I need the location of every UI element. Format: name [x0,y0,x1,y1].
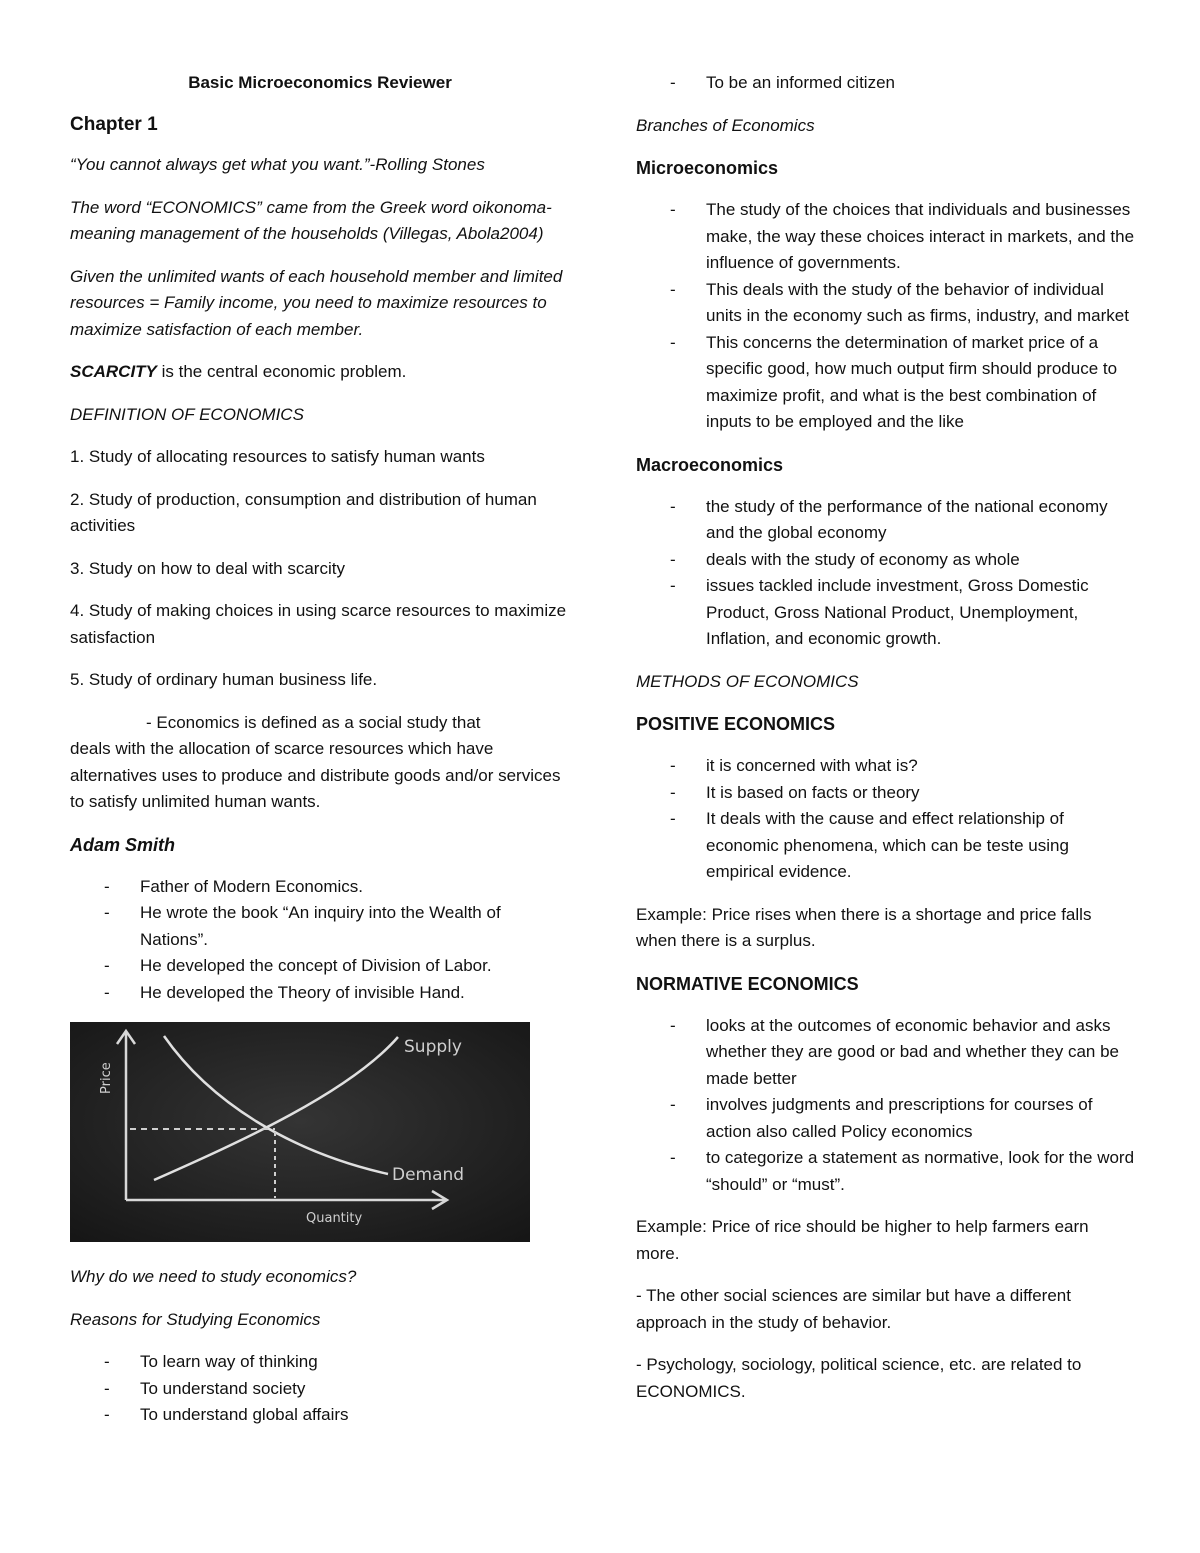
reasons-heading: Reasons for Studying Economics [70,1309,321,1329]
normative-economics-heading: NORMATIVE ECONOMICS [636,973,859,994]
summary-rest: deals with the allocation of scarce resources which have alternatives uses to produce and distribute goods and/or services to satisfy unlimited human wants. [70,739,561,811]
definition-item: 5. Study of ordinary human business life. [70,670,378,689]
supply-demand-chalkboard-image [70,1022,530,1242]
other-sciences-paragraph: - The other social sciences are similar but have a different approach in the study of behavior. [636,1286,1071,1332]
microeconomics-list [636,197,1136,436]
branches-heading: Branches of Economics [636,115,815,135]
list-item: - To be an informed citizen [706,70,1136,97]
scarcity-rest: is the central economic problem. [156,362,407,381]
scarcity-word: SCARCITY [70,362,157,381]
list-item: - He wrote the book “An inquiry into the Wealth of Nations”. [140,900,570,953]
chapter-heading: Chapter 1 [70,113,158,135]
list-item: - The study of the choices that individuals and businesses make, the way these choices interact in markets, and the influence of governments. [706,197,1136,277]
reasons-list-continued [636,70,1136,97]
macroeconomics-list [636,494,1136,653]
adam-smith-heading: Adam Smith [70,834,176,855]
right-column [636,70,1136,1421]
document-title: Basic Microeconomics Reviewer [188,73,452,92]
related-paragraph: - Psychology, sociology, political science, etc. are related to ECONOMICS. [636,1355,1082,1401]
positive-economics-heading: POSITIVE ECONOMICS [636,714,836,734]
summary-lead: - Economics is defined as a social study that [146,712,481,732]
list-item: - Father of Modern Economics. [140,874,570,901]
microeconomics-heading: Microeconomics [636,158,779,178]
list-item: - To learn way of thinking [140,1349,570,1376]
list-item: - To understand global affairs [140,1402,570,1429]
left-column [70,70,570,1445]
given-paragraph: Given the unlimited wants of each household member and limited resources = Family income, you need to maximize resources to maximize satisfaction of each member. [70,266,563,339]
definition-item: 2. Study of production, consumption and distribution of human activities [70,489,537,535]
normative-economics-list [636,1013,1136,1199]
list-item: - deals with the study of economy as whole [706,547,1136,574]
definition-item: 4. Study of making choices in using scarce resources to maximize satisfaction [70,601,567,647]
scarcity-paragraph [70,359,570,386]
list-item: - It is based on facts or theory [706,780,1136,807]
list-item: - looks at the outcomes of economic behavior and asks whether they are good or bad and whether they can be made better [706,1013,1136,1093]
supply-demand-drawing [70,1022,530,1242]
list-item: - This deals with the study of the behavior of individual units in the economy such as firms, industry, and market [706,277,1136,330]
demand-label: Demand [392,1165,465,1185]
supply-label: Supply [404,1037,462,1057]
definition-item: 3. Study on how to deal with scarcity [70,558,345,578]
list-item: - This concerns the determination of market price of a specific good, how much output firm should produce to maximize profit, and what is the best combination of inputs to be employed and the like [706,330,1136,436]
normative-example: Example: Price of rice should be higher to help farmers earn more. [636,1217,1089,1263]
methods-heading: METHODS OF ECONOMICS [636,671,859,691]
list-item: - It deals with the cause and effect relationship of economic phenomena, which can be teste using empirical evidence. [706,806,1136,886]
quantity-label: Quantity [306,1211,363,1226]
list-item: - issues tackled include investment, Gross Domestic Product, Gross National Product, Unemployment, Inflation, and economic growth. [706,573,1136,653]
reasons-list [70,1349,570,1429]
list-item: - to categorize a statement as normative, look for the word “should” or “must”. [706,1145,1136,1198]
list-item: - He developed the concept of Division of Labor. [140,953,570,980]
list-item: - involves judgments and prescriptions for courses of action also called Policy economics [706,1092,1136,1145]
summary-paragraph [70,710,570,816]
list-item: - To understand society [140,1376,570,1403]
definition-item: 1. Study of allocating resources to satisfy human wants [70,447,485,466]
positive-example: Example: Price rises when there is a shortage and price falls when there is a surplus. [636,904,1092,950]
definition-heading: DEFINITION OF ECONOMICS [70,404,304,424]
adam-smith-list [70,874,570,1007]
word-origin: The word “ECONOMICS” came from the Greek word oikonoma-meaning management of the households (Villegas, Abola2004) [70,197,552,243]
macroeconomics-heading: Macroeconomics [636,454,784,475]
positive-economics-list [636,753,1136,886]
why-question: Why do we need to study economics? [70,1267,357,1286]
list-item: - He developed the Theory of invisible Hand. [140,980,570,1007]
list-item: - it is concerned with what is? [706,753,1136,780]
quote: “You cannot always get what you want.”-Rolling Stones [70,155,485,174]
list-item: - the study of the performance of the national economy and the global economy [706,494,1136,547]
price-label: Price [99,1062,114,1094]
